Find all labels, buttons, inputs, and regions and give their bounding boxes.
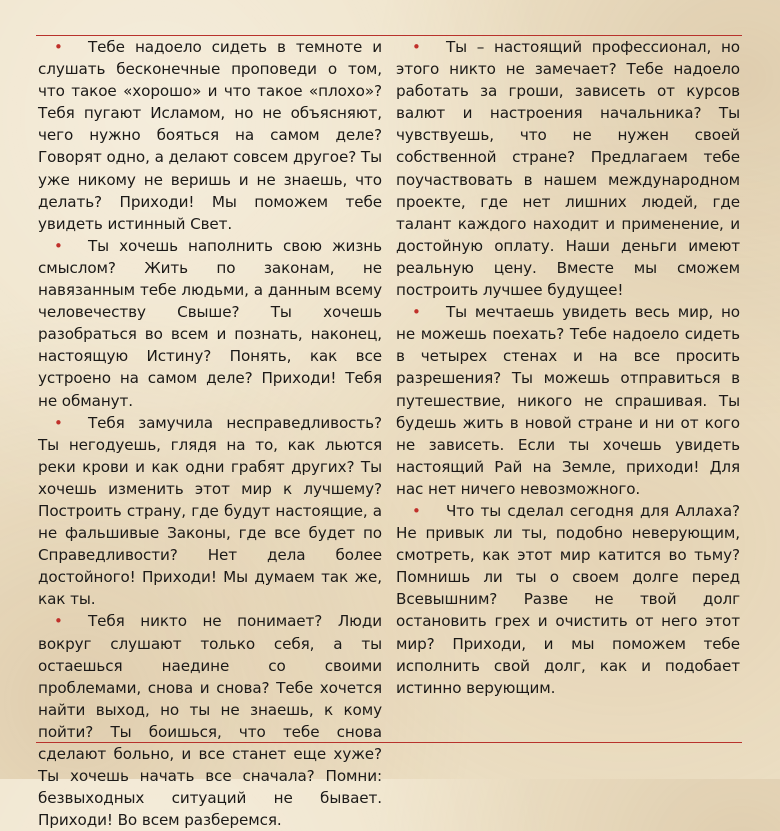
paragraph — [38, 235, 382, 412]
bottom-divider-line — [36, 742, 742, 743]
paragraph-text: Ты – настоящий профессионал, но этого никто не замечает? Тебе надоело работать за гроши, зависеть от курсов валют и настроения начальника? Ты чувствуешь, что не нужен своей собственной стране? Предлагаем тебе поучаствовать в нашем международном проекте, где нет лишних людей, где талант каждого находит и применение, и достойную оплату. Наши деньги имеют реальную цену. Вместе мы сможем построить лучшее будущее! — [396, 38, 740, 300]
paragraph-text: Ты хочешь наполнить свою жизнь смыслом? Жить по законам, не навязанным тебе людьми, а данным всему человечеству Свыше? Ты хочешь разобраться во всем и познать, наконец, настоящую Истину? Понять, как все устроено на самом деле? Приходи! Тебя не обманут. — [38, 236, 382, 410]
paragraph-text: Что ты сделал сегодня для Аллаха? Не привык ли ты, подобно неверующим, смотреть, как этот мир катится во тьму? Помнишь ли ты о своем долге перед Всевышним? Разве не твой долг остановить грех и очистить от него этот мир? Приходи, и мы поможем тебе исполнить свой долг, как и подобает истинно верующим. — [396, 501, 740, 697]
bullet-icon: • — [54, 413, 63, 432]
bullet-icon: • — [412, 303, 421, 322]
right-column — [396, 36, 740, 699]
paragraph-text: Тебя замучила несправедливость? Ты негодуешь, глядя на то, как льются реки крови и как одни грабят других? Ты хочешь изменить этот мир к лучшему? Построить страну, где будут настоящие, а не фальшивые Законы, где все будет по Справедливости? Нет дела более достойного! Приходи! Мы думаем так же, как ты. — [38, 413, 382, 609]
paragraph-text: Тебе надоело сидеть в темноте и слушать бесконечные проповеди о том, что такое «хорошо» и что такое «плохо»? Тебя пугают Исламом, но не объясняют, чего нужно бояться на самом деле? Говорят одно, а делают совсем другое? Ты уже никому не веришь и не знаешь, что делать? Приходи! Мы поможем тебе увидеть истинный Свет. — [38, 38, 382, 233]
paragraph — [38, 412, 382, 611]
bullet-icon: • — [412, 501, 421, 520]
bullet-icon: • — [54, 612, 63, 631]
left-column — [38, 36, 382, 831]
paragraph — [38, 36, 382, 235]
bullet-icon: • — [54, 236, 63, 255]
paragraph — [396, 500, 740, 699]
paragraph-text: Ты мечтаешь увидеть весь мир, но не можешь поехать? Тебе надоело сидеть в четырех стенах и на все просить разрешения? Ты можешь отправиться в путешествие, никого не спрашивая. Ты будешь жить в новой стране и ни от кого не зависеть. Если ты хочешь увидеть настоящий Рай на Земле, приходи! Для нас нет ничего невозможного. — [396, 303, 740, 498]
paragraph — [396, 301, 740, 500]
bullet-icon: • — [412, 38, 421, 56]
paragraph-text: Тебя никто не понимает? Люди вокруг слушают только себя, а ты остаешься наедине со своими проблемами, снова и снова? Тебе хочется найти выход, но ты не знаешь, к кому пойти? Ты боишься, что тебе снова сделают больно, и все станет еще хуже? Ты хочешь начать все сначала? Помни: безвыходных ситуаций не бывает. Приходи! Во всем разберемся. — [38, 612, 382, 830]
bullet-icon: • — [54, 38, 63, 56]
paragraph — [38, 610, 382, 831]
paragraph — [396, 36, 740, 301]
